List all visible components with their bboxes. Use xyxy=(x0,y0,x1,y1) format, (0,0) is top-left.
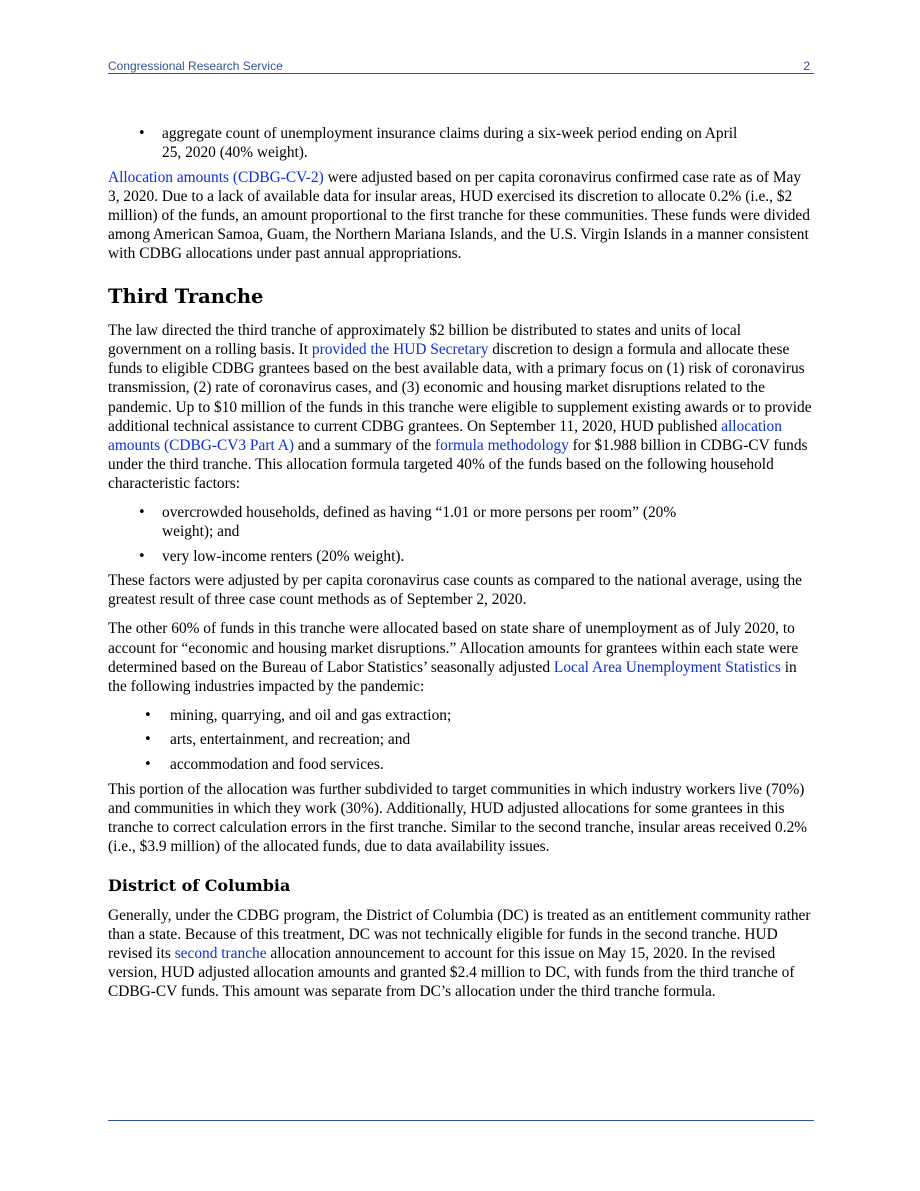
paragraph-subdivision: This portion of the allocation was further subdivided to target communities in which industry workers live (70%) and communities in which they work (30%). Additionally, HUD adjusted allocations for some grantees in this tranche to correct calculation errors in the first tranche. Similar to the second tranche, insular areas received 0.2% (i.e., $3.9 million) of the allocated funds, due to data availability issues. xyxy=(108,780,808,855)
paragraph-dc xyxy=(108,906,816,1001)
heading-district-of-columbia: District of Columbia xyxy=(108,876,291,895)
paragraph-allocation-cv2 xyxy=(108,168,816,263)
paragraph-text: for $1.988 billion in CDBG-CV funds under the third tranche. This allocation formula targeted 40% of the funds based on the following household characteristic factors: xyxy=(108,436,808,492)
bullet-list-household-factors xyxy=(108,503,816,566)
paragraph-text: The other 60% of funds in this tranche were allocated based on state share of unemployment as of July 2020, to account for “economic and housing market disruptions.” Allocation amounts for grantees within each state were determined based on the Bureau of Labor Statistics’ seasonally adjusted xyxy=(108,620,799,676)
header-org-name: Congressional Research Service xyxy=(108,59,283,73)
paragraph-unemployment-share xyxy=(108,619,816,695)
link-allocation-amounts-cv2[interactable]: Allocation amounts (CDBG-CV-2) xyxy=(108,168,324,186)
list-item: • arts, entertainment, and recreation; and xyxy=(108,730,816,749)
paragraph-text: and a summary of the xyxy=(293,436,436,454)
bullet-list-top xyxy=(108,124,816,162)
paragraph-text: in the following industries impacted by the pandemic: xyxy=(108,658,797,695)
paragraph-text: allocation announcement to account for this issue on May 15, 2020. In the revised version, HUD adjusted allocation amounts and granted $2.4 million to DC, with funds from the third tranche of CDBG-CV funds. This amount was separate from DC’s allocation under the third tranche formula. xyxy=(108,945,795,1001)
list-item: • aggregate count of unemployment insurance claims during a six-week period ending on April 25, 2020 (40% weight). xyxy=(108,124,816,162)
list-item: • very low-income renters (20% weight). xyxy=(108,547,816,566)
paragraph-text: The law directed the third tranche of approximately $2 billion be distributed to states and units of local government on a rolling basis. It xyxy=(108,322,741,359)
list-item: • overcrowded households, defined as having “1.01 or more persons per room” (20% weight); and xyxy=(108,503,816,541)
page-number: 2 xyxy=(803,59,810,73)
link-local-area-unemployment-statistics[interactable]: Local Area Unemployment Statistics xyxy=(553,658,781,676)
link-second-tranche[interactable]: second tranche xyxy=(174,945,267,963)
heading-third-tranche: Third Tranche xyxy=(108,285,264,309)
link-allocation-amounts-cv3[interactable]: allocation amounts (CDBG-CV3 Part A) xyxy=(108,417,782,454)
page-header xyxy=(108,57,814,74)
link-formula-methodology[interactable]: formula methodology xyxy=(435,436,569,454)
paragraph-text: were adjusted based on per capita coronavirus confirmed case rate as of May 3, 2020. Due to a lack of available data for insular areas, HUD exercised its discretion to allocate 0.2% (i.e., $2 million) of the funds, an amount proportional to the first tranche for these communities. These funds were divided among American Samoa, Guam, the Northern Mariana Islands, and the U.S. Virgin Islands in a manner consistent with CDBG allocations under past annual appropriations. xyxy=(108,168,810,263)
list-item: • accommodation and food services. xyxy=(108,755,816,774)
document-body xyxy=(108,124,816,1011)
footer-divider xyxy=(108,1120,814,1121)
paragraph-text: discretion to design a formula and allocate these funds to eligible CDBG grantees based on the best available data, with a primary focus on (1) risk of coronavirus transmission, (2) rate of coronavirus cases, and (3) economic and housing market disruptions related to the pandemic. Up to $10 million of the funds in this tranche were eligible to supplement existing awards or to provide additional technical assistance to current CDBG grantees. On September 11, 2020, HUD published xyxy=(108,341,812,435)
link-provided-hud-secretary[interactable]: provided the HUD Secretary xyxy=(311,341,489,359)
paragraph-text: Generally, under the CDBG program, the District of Columbia (DC) is treated as an entitlement community rather than a state. Because of this treatment, DC was not technically eligible for funds in the second tranche. HUD revised its xyxy=(108,907,811,963)
list-item: • mining, quarrying, and oil and gas extraction; xyxy=(108,706,816,725)
bullet-list-industries xyxy=(108,706,816,774)
paragraph-case-adjustment: These factors were adjusted by per capita coronavirus case counts as compared to the national average, using the greatest result of three case count methods as of September 2, 2020. xyxy=(108,572,803,609)
paragraph-third-tranche-intro xyxy=(108,321,816,493)
